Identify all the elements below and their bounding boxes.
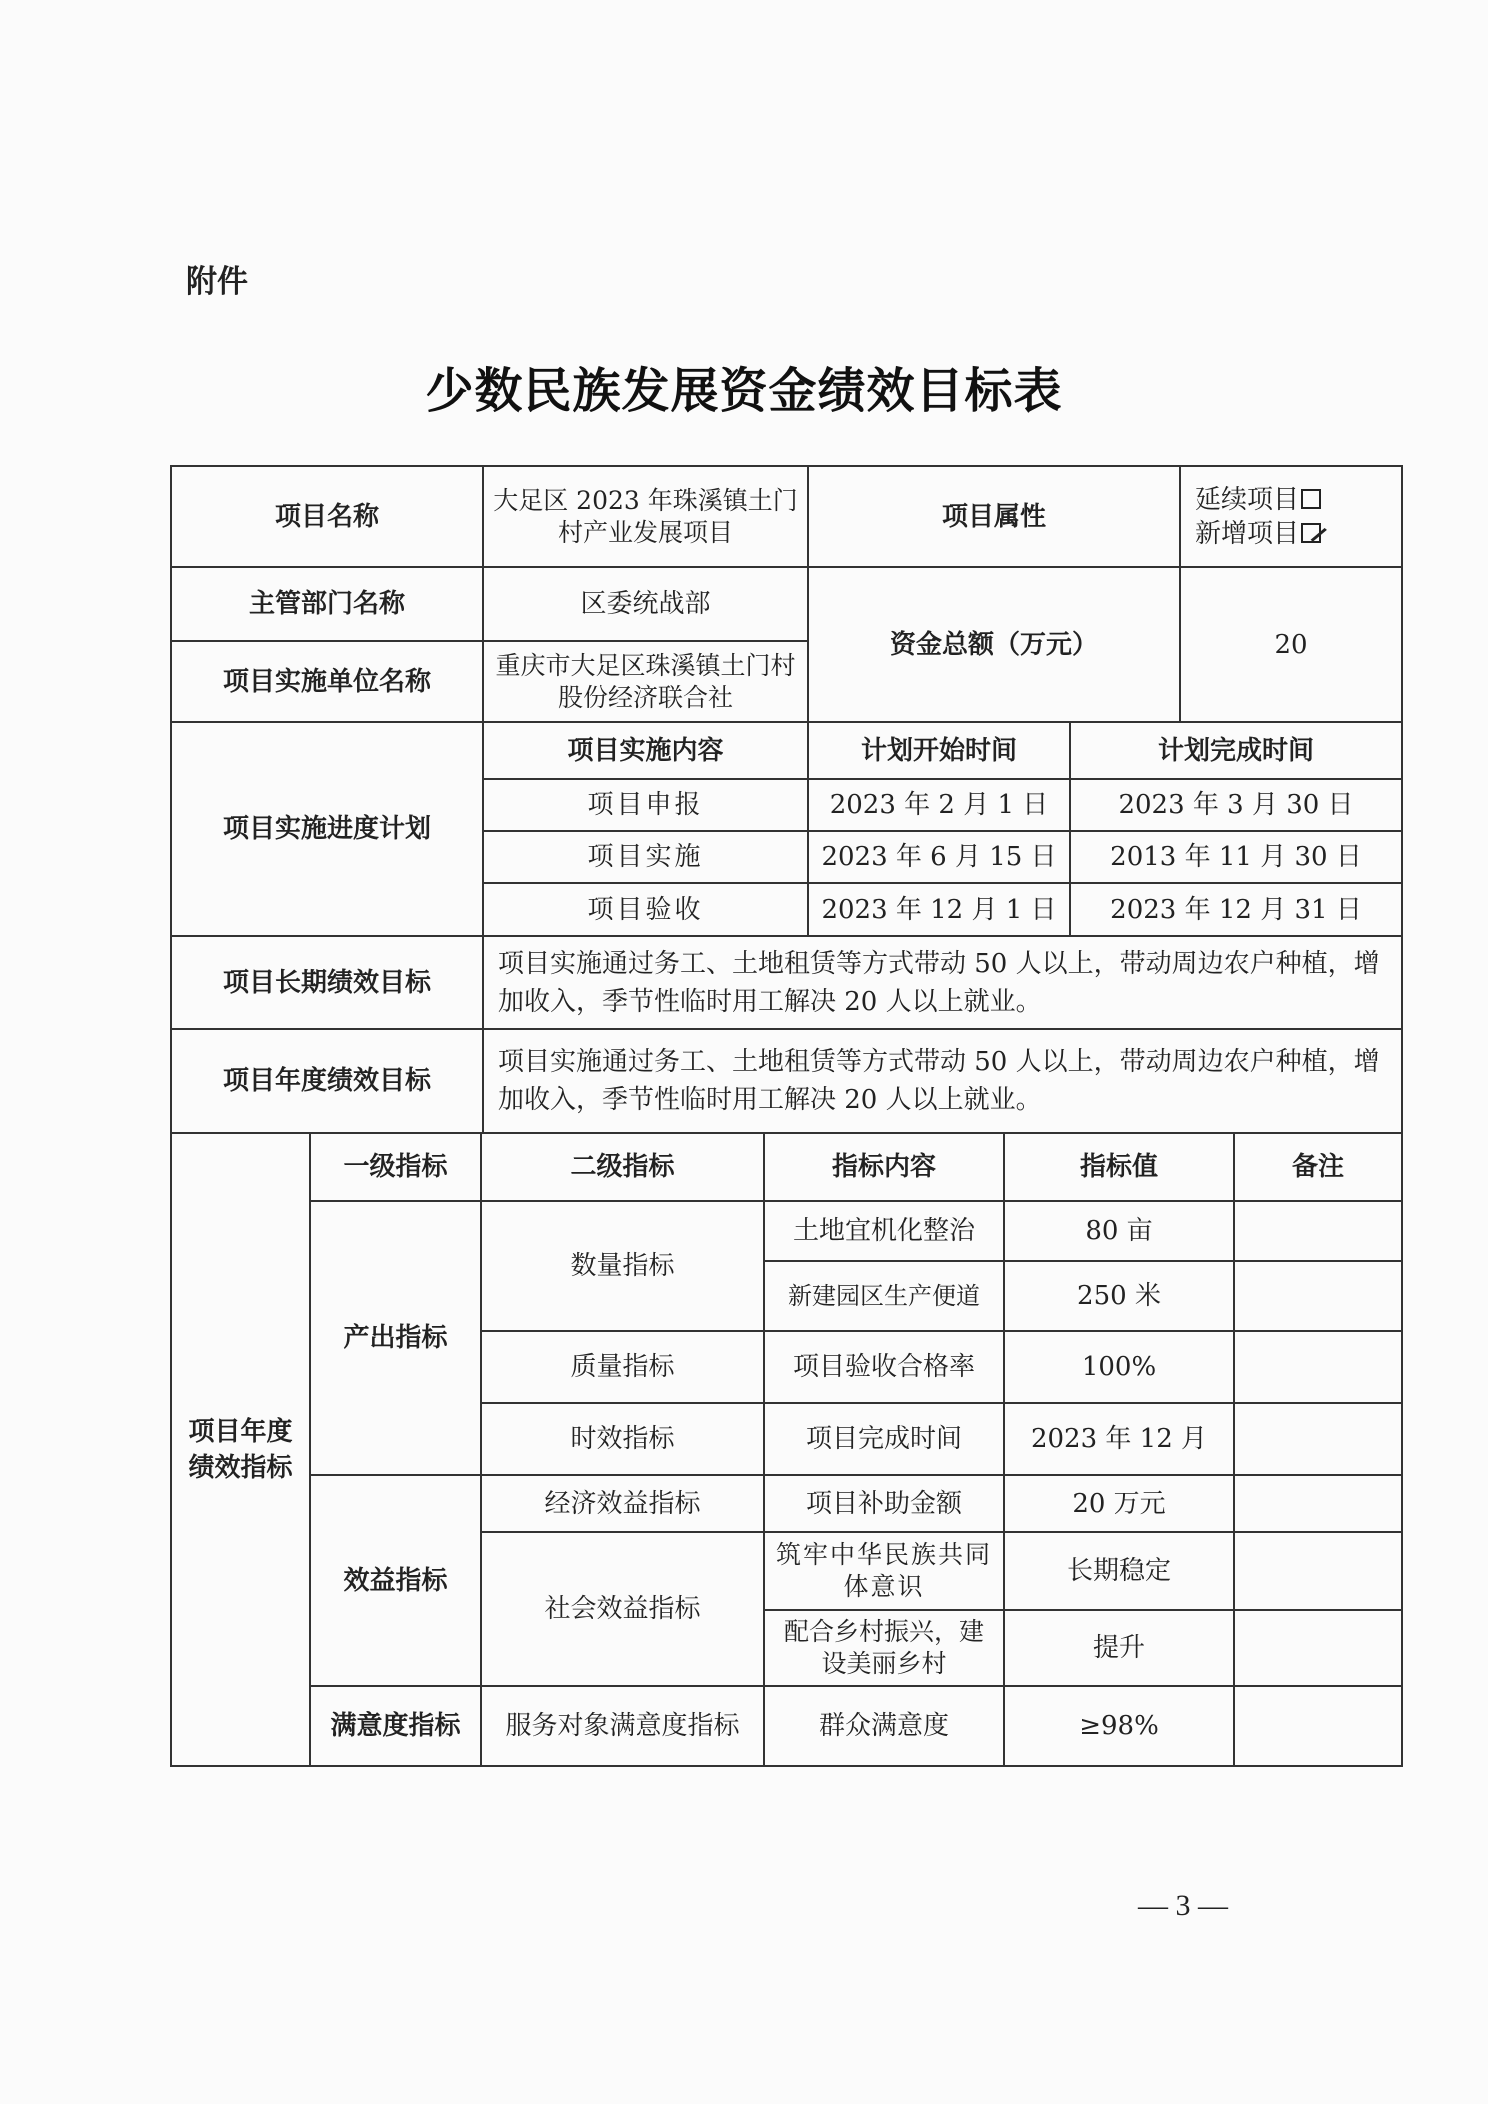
indicator-row — [171, 1686, 1402, 1766]
indicator-value: 长期稳定 — [1004, 1532, 1234, 1610]
project-name-value: 大足区 2023 年珠溪镇土门村产业发展项目 — [483, 466, 808, 567]
indicator-remark — [1234, 1686, 1402, 1766]
indicator-content: 筑牢中华民族共同体意识 — [764, 1532, 1004, 1610]
indicator-remark — [1234, 1331, 1402, 1403]
indicator-value: 20 万元 — [1004, 1475, 1234, 1532]
social-label: 社会效益指标 — [481, 1532, 764, 1686]
indicator-content: 土地宜机化整治 — [764, 1201, 1004, 1261]
schedule-header-start: 计划开始时间 — [808, 722, 1070, 779]
benefit-label: 效益指标 — [310, 1475, 481, 1686]
indicator-row — [171, 1475, 1402, 1532]
schedule-header-row — [171, 722, 1402, 779]
satisfaction-label: 满意度指标 — [310, 1686, 481, 1766]
project-attr-label: 项目属性 — [808, 466, 1180, 567]
quantity-label: 数量指标 — [481, 1201, 764, 1331]
indicator-value: 80 亩 — [1004, 1201, 1234, 1261]
attr-option-continuing: 延续项目 — [1195, 483, 1393, 517]
long-term-goal-text: 项目实施通过务工、土地租赁等方式带动 50 人以上，带动周边农户种植，增加收入，季节性临时用工解决 20 人以上就业。 — [483, 936, 1402, 1029]
header-level1: 一级指标 — [310, 1133, 481, 1201]
indicators-table — [170, 1132, 1403, 1767]
indicator-value: 2023 年 12 月 — [1004, 1403, 1234, 1475]
schedule-item: 项目验收 — [483, 883, 808, 936]
quality-label: 质量指标 — [481, 1331, 764, 1403]
indicator-remark — [1234, 1403, 1402, 1475]
indicator-value: ≥98% — [1004, 1686, 1234, 1766]
indicator-value: 提升 — [1004, 1610, 1234, 1686]
project-name-row — [171, 466, 1402, 567]
fund-label: 资金总额（万元） — [808, 567, 1180, 722]
schedule-label: 项目实施进度计划 — [171, 722, 483, 936]
indicator-content: 项目完成时间 — [764, 1403, 1004, 1475]
header-value: 指标值 — [1004, 1133, 1234, 1201]
unit-value: 重庆市大足区珠溪镇土门村股份经济联合社 — [483, 641, 808, 722]
header-level2: 二级指标 — [481, 1133, 764, 1201]
header-remark: 备注 — [1234, 1133, 1402, 1201]
indicator-content: 配合乡村振兴，建设美丽乡村 — [764, 1610, 1004, 1686]
fund-value: 20 — [1180, 567, 1402, 722]
project-attr-options — [1180, 466, 1402, 567]
dept-value: 区委统战部 — [483, 567, 808, 641]
indicator-content: 群众满意度 — [764, 1686, 1004, 1766]
indicator-value: 100% — [1004, 1331, 1234, 1403]
timeliness-label: 时效指标 — [481, 1403, 764, 1475]
annual-goal-row — [171, 1029, 1402, 1133]
schedule-item: 项目申报 — [483, 779, 808, 831]
indicators-header-row — [171, 1133, 1402, 1201]
long-term-goal-label: 项目长期绩效目标 — [171, 936, 483, 1029]
unit-label: 项目实施单位名称 — [171, 641, 483, 722]
attr-option-new: 新增项目 — [1195, 517, 1393, 551]
schedule-header-content: 项目实施内容 — [483, 722, 808, 779]
indicator-value: 250 米 — [1004, 1261, 1234, 1331]
indicator-remark — [1234, 1201, 1402, 1261]
unchecked-box-icon — [1301, 489, 1321, 509]
schedule-end: 2013 年 11 月 30 日 — [1070, 831, 1402, 883]
long-term-goal-row — [171, 936, 1402, 1029]
schedule-item: 项目实施 — [483, 831, 808, 883]
schedule-end: 2023 年 3 月 30 日 — [1070, 779, 1402, 831]
annual-goal-label: 项目年度绩效目标 — [171, 1029, 483, 1133]
indicator-remark — [1234, 1610, 1402, 1686]
indicator-remark — [1234, 1532, 1402, 1610]
indicator-content: 项目验收合格率 — [764, 1331, 1004, 1403]
dept-label: 主管部门名称 — [171, 567, 483, 641]
indicator-remark — [1234, 1261, 1402, 1331]
annex-label: 附件 — [186, 264, 248, 300]
checked-box-icon — [1301, 523, 1321, 543]
indicators-group-label: 项目年度绩效指标 — [171, 1133, 310, 1766]
page-title: 少数民族发展资金绩效目标表 — [425, 363, 1063, 419]
project-name-label: 项目名称 — [171, 466, 483, 567]
output-label: 产出指标 — [310, 1201, 481, 1475]
indicator-row — [171, 1201, 1402, 1261]
indicator-remark — [1234, 1475, 1402, 1532]
project-info-table — [170, 465, 1403, 1134]
indicator-content: 新建园区生产便道 — [764, 1261, 1004, 1331]
page-number: — 3 — — [1138, 1889, 1228, 1922]
indicator-content: 项目补助金额 — [764, 1475, 1004, 1532]
annual-goal-text: 项目实施通过务工、土地租赁等方式带动 50 人以上，带动周边农户种植，增加收入，季节性临时用工解决 20 人以上就业。 — [483, 1029, 1402, 1133]
economic-label: 经济效益指标 — [481, 1475, 764, 1532]
schedule-end: 2023 年 12 月 31 日 — [1070, 883, 1402, 936]
header-content: 指标内容 — [764, 1133, 1004, 1201]
schedule-start: 2023 年 6 月 15 日 — [808, 831, 1070, 883]
dept-row — [171, 567, 1402, 641]
schedule-start: 2023 年 2 月 1 日 — [808, 779, 1070, 831]
schedule-header-end: 计划完成时间 — [1070, 722, 1402, 779]
schedule-start: 2023 年 12 月 1 日 — [808, 883, 1070, 936]
satisfaction-sub-label: 服务对象满意度指标 — [481, 1686, 764, 1766]
